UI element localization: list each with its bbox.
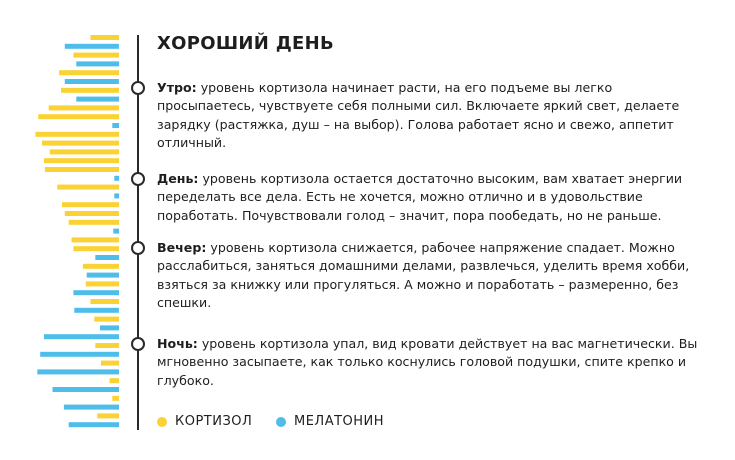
cortisol-bar-12 (42, 141, 119, 146)
legend-melatonin-swatch (276, 417, 286, 427)
legend-cortisol-swatch (157, 417, 167, 427)
section-night (157, 335, 702, 390)
melatonin-bar-38 (37, 369, 119, 374)
melatonin-bar-42 (64, 405, 119, 410)
melatonin-bar-44 (69, 422, 119, 427)
melatonin-bar-22 (113, 229, 119, 234)
legend-melatonin (276, 414, 384, 429)
section-day-label: День: (157, 171, 199, 186)
cortisol-bar-9 (38, 114, 119, 119)
melatonin-bar-34 (44, 334, 119, 339)
cortisol-bar-0 (91, 35, 120, 40)
melatonin-bar-1 (65, 44, 119, 49)
timeline-dot-evening (131, 241, 145, 255)
cortisol-bar-35 (95, 343, 119, 348)
cortisol-bar-39 (110, 378, 120, 383)
legend-cortisol (157, 414, 252, 429)
melatonin-bar-18 (114, 193, 119, 198)
melatonin-bar-31 (74, 308, 119, 313)
page-title: ХОРОШИЙ ДЕНЬ (157, 33, 335, 54)
section-morning (157, 79, 702, 153)
melatonin-bar-36 (40, 352, 119, 357)
cortisol-bar-4 (59, 70, 119, 75)
bar-chart (0, 0, 130, 460)
cortisol-bar-23 (72, 237, 120, 242)
cortisol-bar-43 (97, 413, 119, 418)
section-night-label: Ночь: (157, 336, 198, 351)
cortisol-bar-41 (112, 396, 119, 401)
section-evening-label: Вечер: (157, 240, 207, 255)
cortisol-bar-14 (44, 158, 119, 163)
legend-cortisol-label: КОРТИЗОЛ (175, 414, 253, 429)
cortisol-bar-26 (83, 264, 119, 269)
section-evening-text: уровень кортизола снижается, рабочее напряжение спадает. Можно расслабиться, заняться домашними делами, развлечься, уделить время хобби, взяться за книжку или прогуляться. А можно и поработать – размеренно, без спешки. (157, 240, 690, 311)
melatonin-bar-29 (73, 290, 119, 295)
melatonin-bar-25 (95, 255, 119, 260)
melatonin-bar-3 (76, 61, 119, 66)
section-morning-label: Утро: (157, 80, 197, 95)
timeline-dot-night (131, 337, 145, 351)
cortisol-bar-6 (61, 88, 119, 93)
section-night-text: уровень кортизола упал, вид кровати действует на вас магнетически. Вы мгновенно засыпаете, как только коснулись головой подушки, спите крепко и глубоко. (157, 336, 698, 388)
melatonin-bar-10 (112, 123, 119, 128)
cortisol-bar-28 (86, 281, 119, 286)
cortisol-bar-8 (49, 105, 119, 110)
cortisol-bar-30 (91, 299, 120, 304)
cortisol-bar-11 (35, 132, 119, 137)
cortisol-bar-17 (57, 185, 119, 190)
timeline-dot-morning (131, 81, 145, 95)
cortisol-bar-19 (62, 202, 119, 207)
timeline-dot-day (131, 172, 145, 186)
melatonin-bar-16 (114, 176, 119, 181)
section-evening (157, 239, 702, 313)
section-day-text: уровень кортизола остается достаточно высоким, вам хватает энергии переделать все дела. Есть не хочется, можно отлично и в удовольствие поработать. Почувствовали голод – значит, пора пообедать, но не раньше. (157, 171, 683, 223)
cortisol-bar-24 (73, 246, 119, 251)
cortisol-bar-20 (65, 211, 119, 216)
melatonin-bar-40 (53, 387, 120, 392)
cortisol-bar-21 (69, 220, 119, 225)
melatonin-bar-7 (76, 97, 119, 102)
melatonin-bar-5 (65, 79, 119, 84)
melatonin-bar-33 (100, 325, 119, 330)
cortisol-bar-32 (94, 317, 119, 322)
cortisol-bar-37 (101, 361, 119, 366)
section-day (157, 170, 702, 225)
legend-melatonin-label: МЕЛАТОНИН (294, 414, 385, 429)
cortisol-bar-13 (50, 149, 119, 154)
cortisol-bar-2 (73, 53, 119, 58)
cortisol-bar-15 (45, 167, 119, 172)
section-morning-text: уровень кортизола начинает расти, на его подъеме вы легко просыпаетесь, чувствуете себя полными сил. Включаете яркий свет, делаете зарядку (растяжка, душ – на выбор). Голова работает ясно и свежо, аппетит отличный. (157, 80, 680, 151)
melatonin-bar-27 (87, 273, 119, 278)
